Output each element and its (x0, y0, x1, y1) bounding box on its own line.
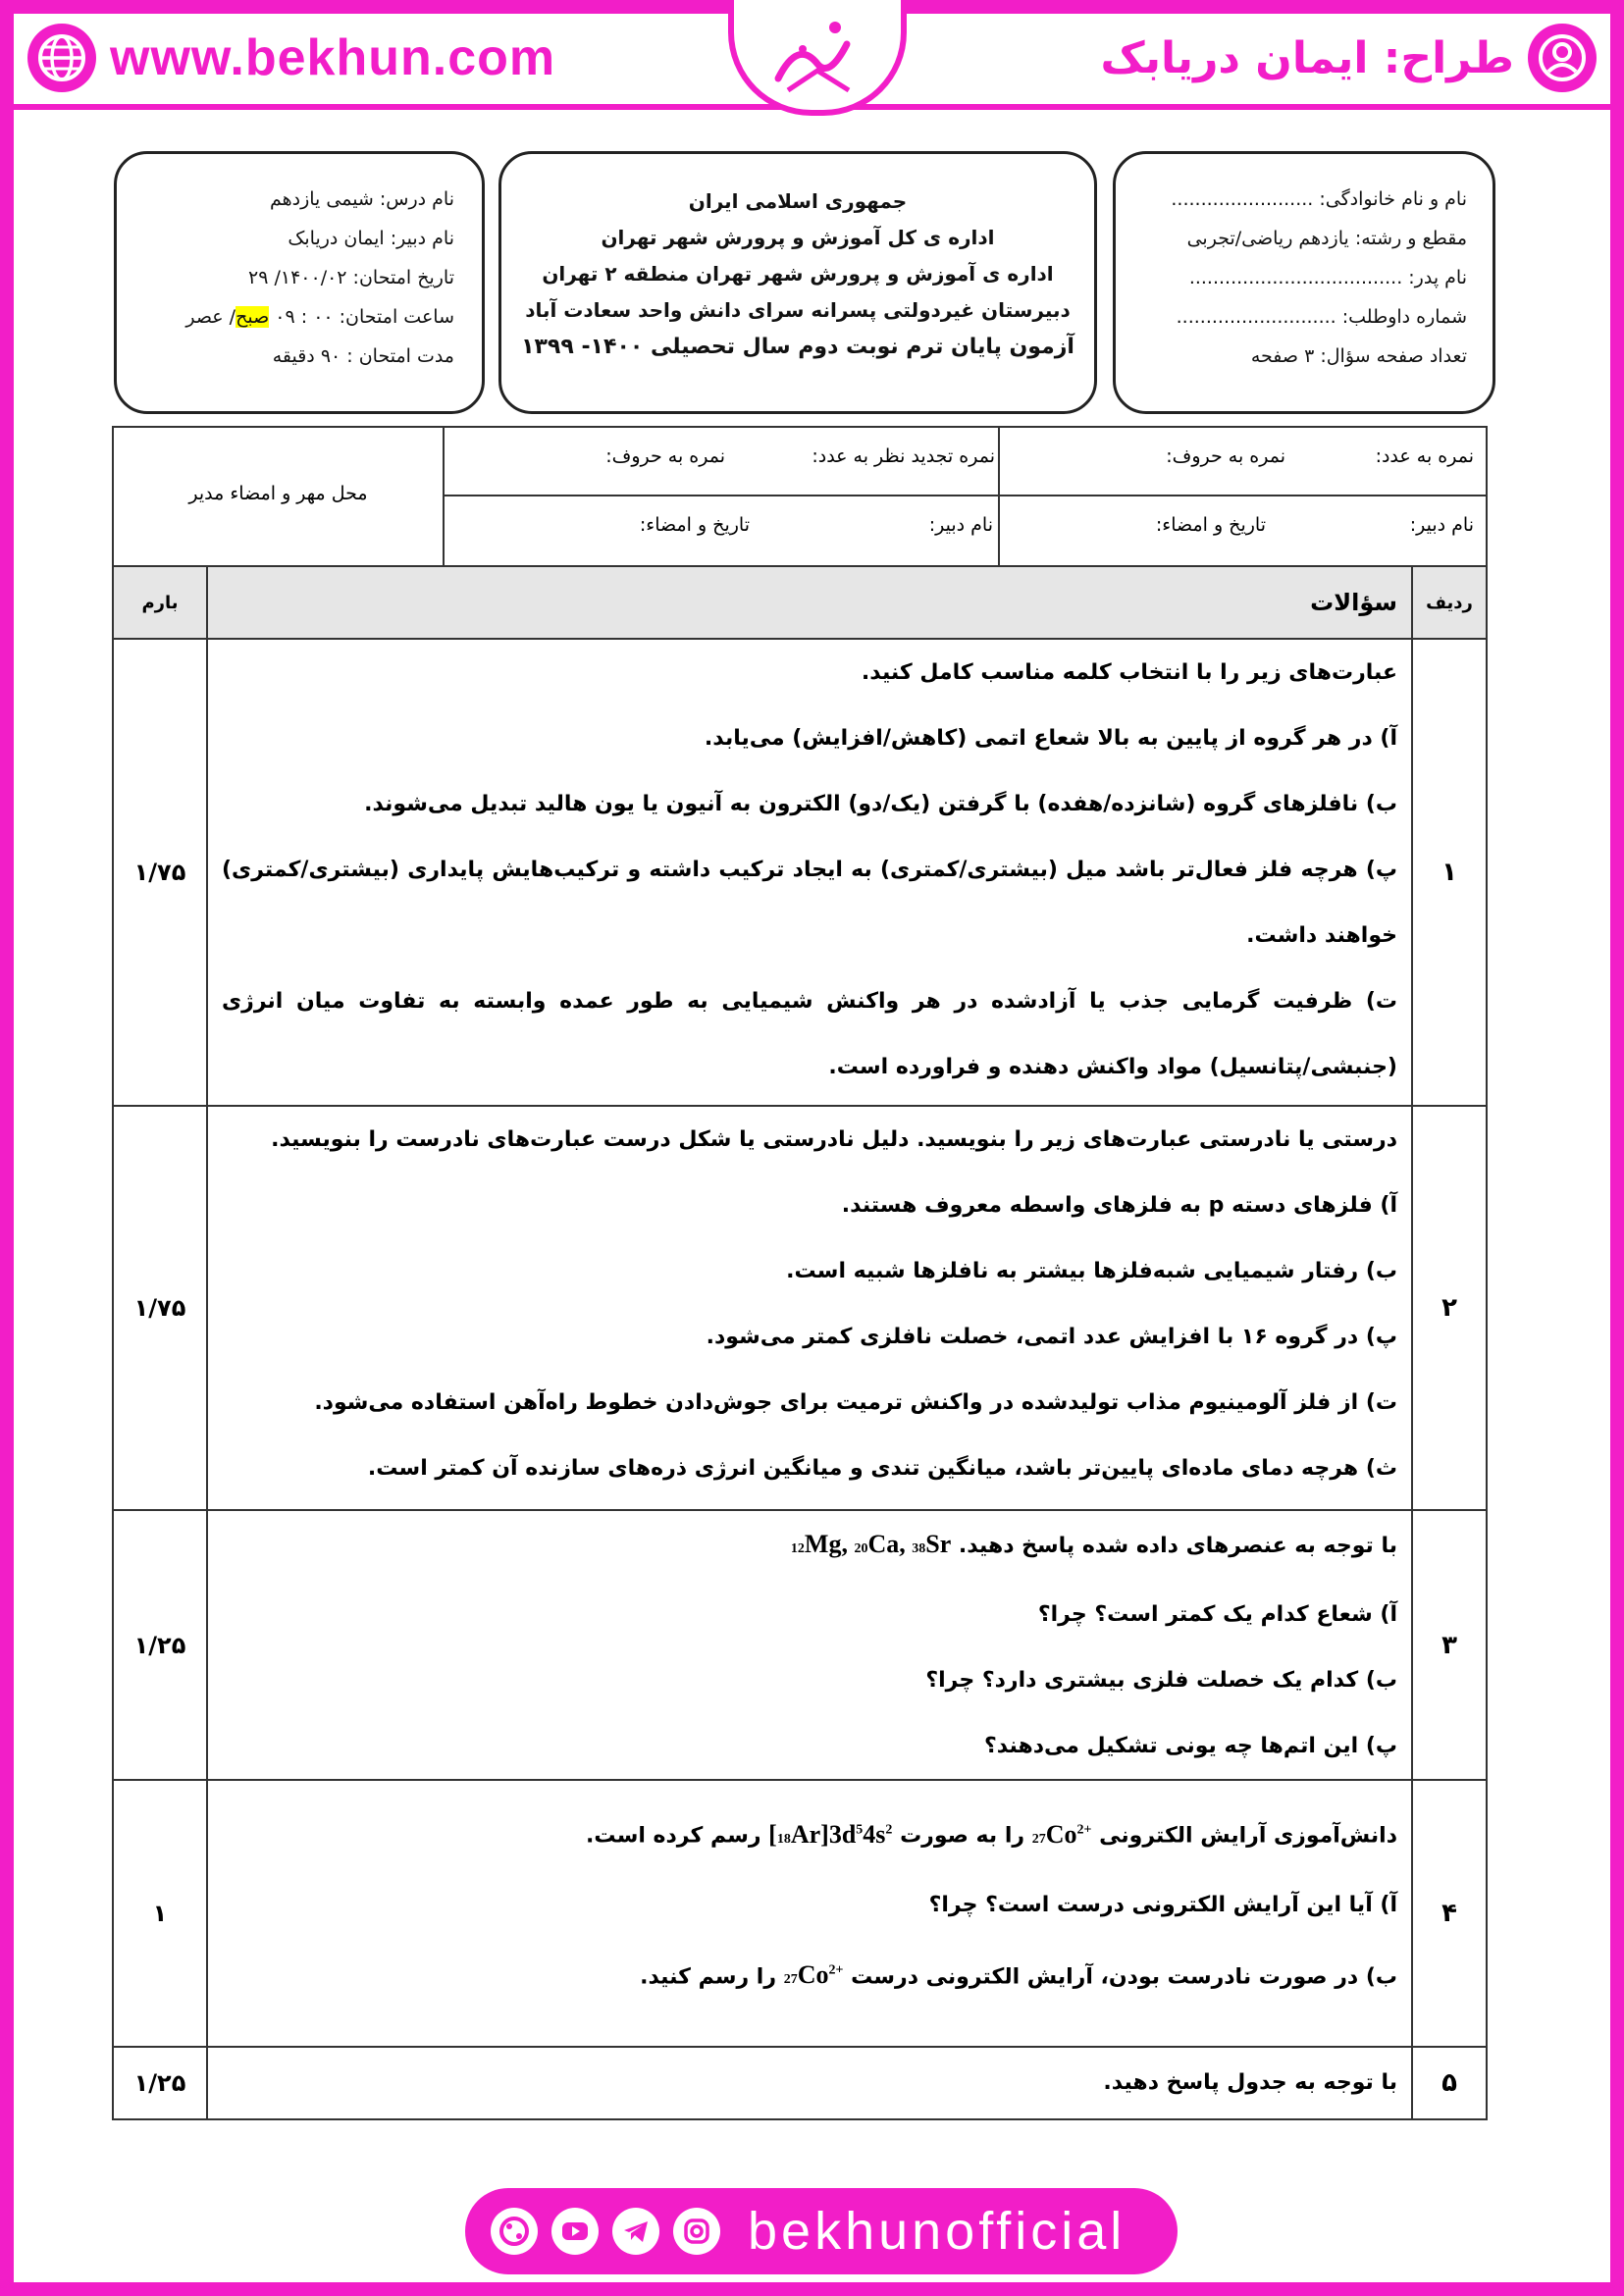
social-handle[interactable]: bekhunofficial (748, 2202, 1126, 2261)
question-line: دانش‌آموزی آرایش الکترونی $27Co^{2+}$ را به صورت $[18Ar]3d^54s^2$ رسم کرده است. (586, 1819, 1397, 1849)
revised-score-words-label: نمره به حروف: (605, 445, 725, 467)
father-name-line: نام پدر: .................................... (1188, 267, 1467, 288)
question-number: ۵ (1412, 2047, 1487, 2119)
question-line: درستی یا نادرستی عبارت‌های زیر را بنویسید. دلیل نادرستی یا شکل درست عبارت‌های نادرست را بنویسید. (271, 1127, 1397, 1152)
question-line: پ) هرچه فلز فعال‌تر باشد میل (بیشتری/کمتری) به ایجاد ترکیب داشته و ترکیب‌هایش پایداری (بیشتری/کمتری) خواهند داشت. (222, 858, 1397, 948)
question-line: پ) در گروه ۱۶ با افزایش عدد اتمی، خصلت نافلزی کمتر می‌شود. (706, 1325, 1397, 1349)
date-sign-label: تاریخ و امضاء: (1155, 514, 1266, 536)
elements-formula: 12Mg, 20Ca, 38Sr (790, 1530, 952, 1558)
website-link[interactable] (27, 24, 555, 92)
question-line: ب) در صورت نادرست بودن، آرایش الکترونی درست $27Co^{2+}$ را رسم کنید. (640, 1960, 1397, 1990)
question-line: عبارت‌های زیر را با انتخاب کلمه مناسب کامل کنید. (861, 660, 1397, 685)
question-number: ۲ (1412, 1106, 1487, 1510)
question-row (113, 2047, 1487, 2119)
question-line: با توجه به جدول پاسخ دهید. (1103, 2070, 1397, 2095)
cobalt-ion: $27Co^{2+}$ (783, 1960, 844, 1990)
grade-field-line: مقطع و رشته: یازدهم ریاضی/تجربی (1186, 228, 1467, 249)
exam-time-suffix: / عصر (185, 306, 236, 328)
questions-table (112, 565, 1488, 2120)
question-row (113, 639, 1487, 1106)
question-line: آ) فلزهای دسته p به فلزهای واسطه معروف هستند. (841, 1193, 1397, 1218)
question-line (222, 1511, 1397, 1582)
website-url: www.bekhun.com (110, 29, 556, 86)
revised-score-number-label: نمره تجدید نظر به عدد: (812, 445, 995, 467)
question-number: ۳ (1412, 1510, 1487, 1780)
question-line: ت) ظرفیت گرمایی جذب یا آزادشده در هر واکنش شیمیایی به طور عمده وابسته به تفاوت میان انرژی (جنبشی/پتانسیل) مواد واکنش دهنده و فراورده است. (222, 989, 1397, 1079)
teacher-line: نام دبیر: ایمان دریابک (288, 228, 454, 249)
question-line: ب) کدام یک خصلت فلزی بیشتری دارد؟ چرا؟ (925, 1668, 1397, 1693)
duration-line: مدت امتحان : ۹۰ دقیقه (272, 345, 454, 367)
user-icon (1528, 24, 1597, 92)
question-body (207, 2047, 1412, 2119)
youtube-icon[interactable] (551, 2208, 599, 2255)
header-questions: سؤالات (207, 566, 1412, 639)
teacher-name-label-2: نام دبیر: (928, 514, 993, 536)
course-line: نام درس: شیمی یازدهم (269, 188, 454, 210)
exam-time-line (132, 297, 454, 337)
office-line: اداره ی کل آموزش و پرورش شهر تهران (601, 226, 995, 249)
question-line: آ) آیا این آرایش الکترونی درست است؟ چرا؟ (928, 1892, 1397, 1917)
aparat-icon[interactable] (491, 2208, 538, 2255)
question-number: ۱ (1412, 639, 1487, 1106)
globe-icon (27, 24, 96, 92)
question-line: پ) این اتم‌ها چه یونی تشکیل می‌دهند؟ (984, 1734, 1397, 1758)
header-score: بارم (113, 566, 207, 639)
score-words-label: نمره به حروف: (1166, 445, 1285, 467)
school-line: دبیرستان غیردولتی پسرانه سرای دانش واحد سعادت آباد (525, 298, 1071, 322)
question-body (207, 1780, 1412, 2047)
table-header-row (113, 566, 1487, 639)
question-number: ۴ (1412, 1780, 1487, 2047)
question-row (113, 1780, 1487, 2047)
logo (728, 0, 907, 116)
grade-table (112, 426, 1488, 567)
exam-title-line: آزمون پایان ترم نوبت دوم سال تحصیلی ۱۴۰۰- ۱۳۹۹ (521, 335, 1074, 359)
question-line: ب) رفتار شیمیایی شبه‌فلزها بیشتر به نافلزها شبیه است. (786, 1259, 1397, 1283)
candidate-number-line: شماره داوطلب: ........................... (1176, 306, 1467, 328)
question-body (207, 1106, 1412, 1510)
question-score: ۱/۲۵ (113, 1510, 207, 1780)
question-body (207, 639, 1412, 1106)
question-score: ۱ (113, 1780, 207, 2047)
question-line: ت) از فلز آلومینیوم مذاب تولیدشده در واکنش ترمیت برای جوش‌دادن خطوط راه‌آهن استفاده می‌شود. (314, 1390, 1397, 1415)
question-body (207, 1510, 1412, 1780)
telegram-icon[interactable] (612, 2208, 659, 2255)
question-row (113, 1510, 1487, 1780)
bekhun-logo-icon (759, 10, 876, 100)
exam-date-line: تاریخ امتحان: ۱۴۰۰/۰۲/ ۲۹ (248, 267, 454, 288)
question-score: ۱/۲۵ (113, 2047, 207, 2119)
instagram-icon[interactable] (673, 2208, 720, 2255)
score-number-label: نمره به عدد: (1375, 445, 1474, 467)
designer-name: طراح: ایمان دریابک (1100, 32, 1514, 83)
question-score: ۱/۷۵ (113, 639, 207, 1106)
student-name-line: نام و نام خانوادگی: ........................ (1171, 188, 1467, 210)
page-count-line: تعداد صفحه سؤال: ۳ صفحه (1250, 345, 1467, 367)
cobalt-ion: $27Co^{2+}$ (1031, 1819, 1092, 1849)
electron-config: $[18Ar]3d^54s^2$ (768, 1819, 893, 1849)
question-intro: با توجه به عنصرهای داده شده پاسخ دهید. (958, 1534, 1397, 1558)
district-line: اداره ی آموزش و پرورش شهر تهران منطقه ۲ تهران (542, 262, 1054, 286)
teacher-name-label: نام دبیر: (1409, 514, 1474, 536)
principal-stamp-label: محل مهر و امضاء مدیر (188, 483, 368, 504)
header-row-number: ردیف (1412, 566, 1487, 639)
question-line: ب) نافلزهای گروه (شانزده/هفده) با گرفتن (یک/دو) الکترون به آنیون یا یون هالید تبدیل می‌شوند. (364, 792, 1397, 816)
school-info-box (498, 151, 1097, 414)
designer-info (1100, 24, 1597, 92)
exam-time-prefix: ساعت امتحان: ۰۰ : ۰۹ (275, 306, 454, 328)
question-row (113, 1106, 1487, 1510)
country-line: جمهوری اسلامی ایران (688, 189, 908, 213)
question-line: آ) در هر گروه از پایین به بالا شعاع اتمی (کاهش/افزایش) می‌یابد. (704, 726, 1397, 751)
student-info-box (1113, 151, 1495, 414)
question-line: ث) هرچه دمای ماده‌ای پایین‌تر باشد، میانگین تندی و میانگین انرژی ذره‌های سازنده آن کمتر است. (367, 1456, 1397, 1481)
header-bar (14, 14, 1610, 110)
question-line: آ) شعاع کدام یک کمتر است؟ چرا؟ (1037, 1602, 1397, 1627)
exam-time-highlight: صبح (236, 306, 270, 328)
exam-info-box (114, 151, 485, 414)
social-footer (465, 2188, 1178, 2274)
question-score: ۱/۷۵ (113, 1106, 207, 1510)
date-sign-label-2: تاریخ و امضاء: (639, 514, 750, 536)
